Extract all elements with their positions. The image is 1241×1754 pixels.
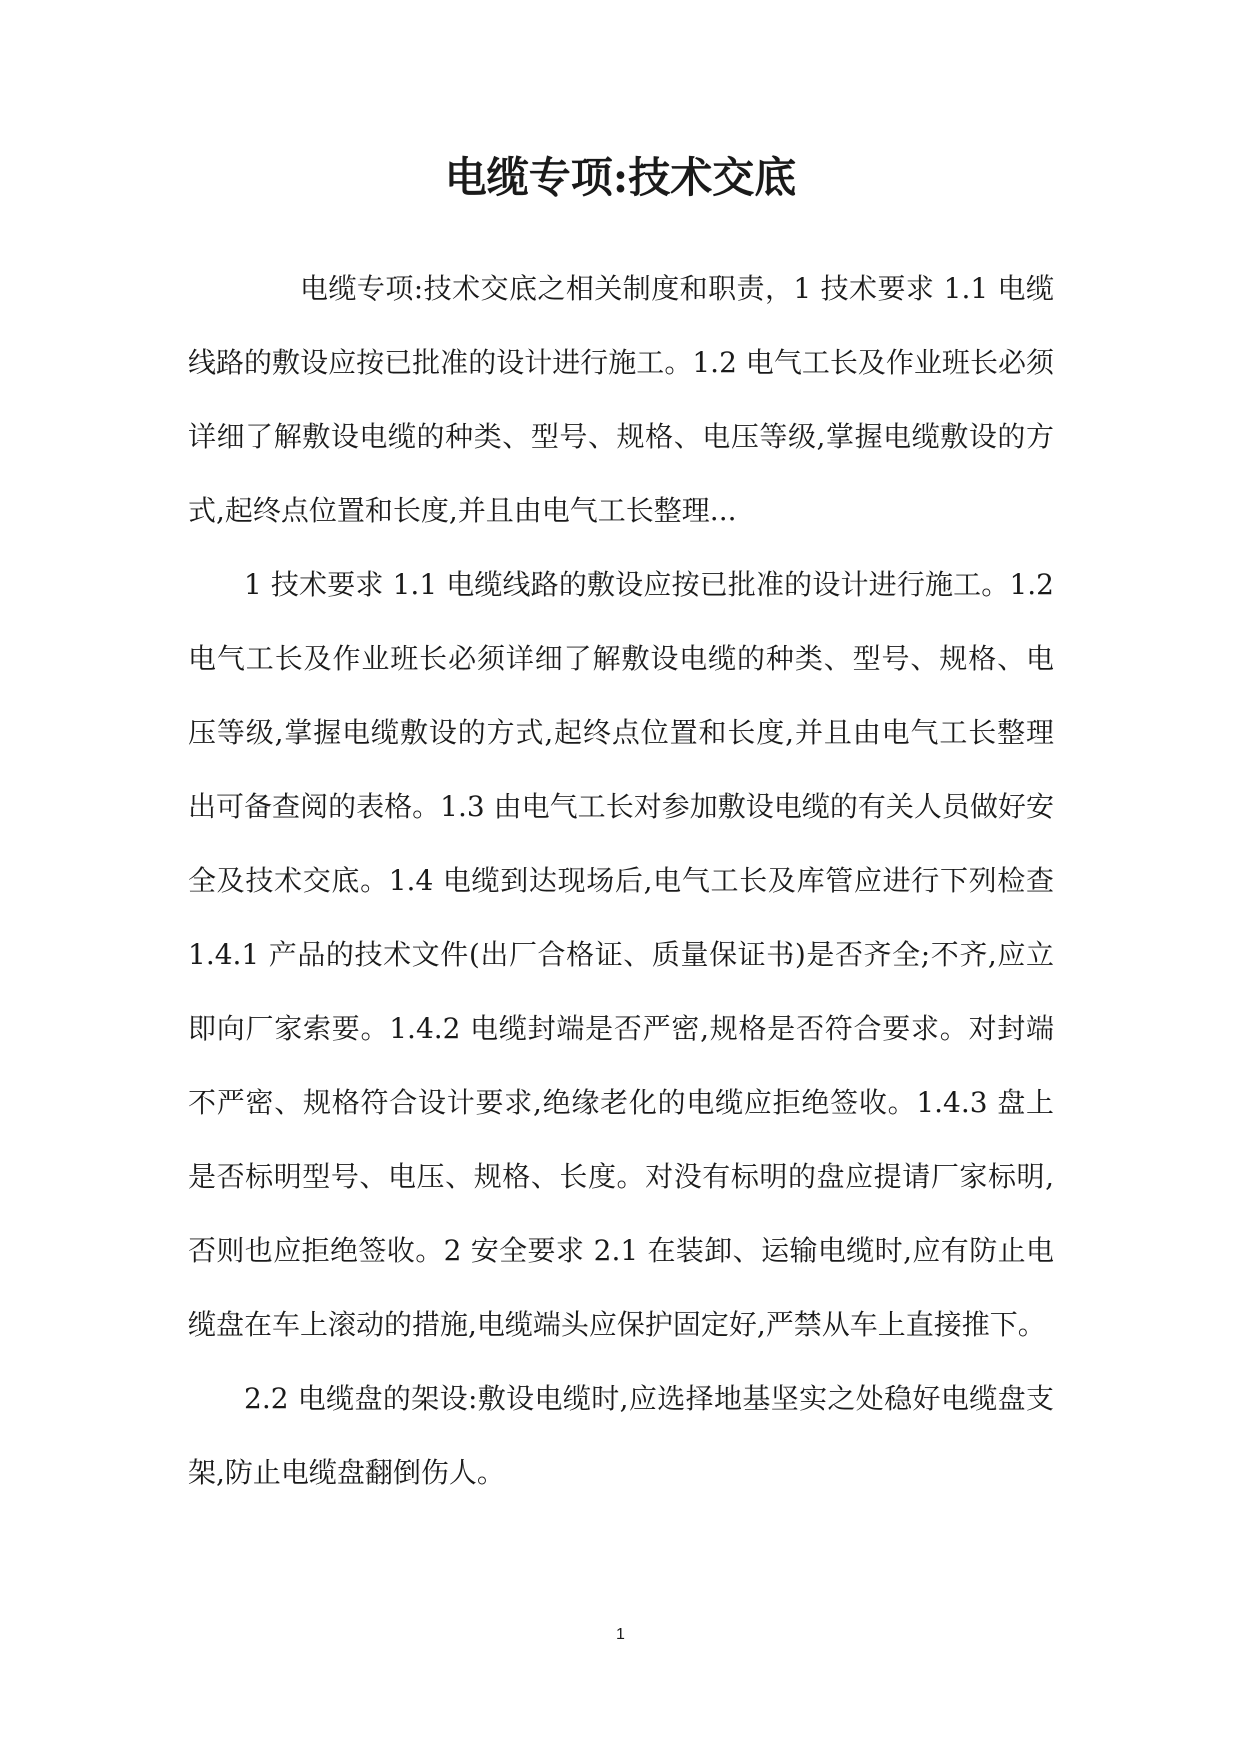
paragraph-technical-requirements: 1 技术要求 1.1 电缆线路的敷设应按已批准的设计进行施工。1.2 电气工长及作业班长必须详细了解敷设电缆的种类、型号、规格、电压等级,掌握电缆敷设的方式,起终点位置和长度,并且由电气工长整理出可备查阅的表格。1.3 由电气工长对参加敷设电缆的有关人员做好安全及技术交底。1.4 电缆到达现场后,电气工长及库管应进行下列检查 1.4.1 产品的技术文件(出厂合格证、质量保证书)是否齐全;不齐,应立即向厂家索要。1.4.2 电缆封端是否严密,规格是否符合要求。对封端不严密、规格符合设计要求,绝缘老化的电缆应拒绝签收。1.4.3 盘上是否标明型号、电压、规格、长度。对没有标明的盘应提请厂家标明,否则也应拒绝签收。2 安全要求 2.1 在装卸、运输电缆时,应有防止电缆盘在车上滚动的措施,电缆端头应保护固定好,严禁从车上直接推下。: [188, 568, 1054, 1341]
page-number: 1: [616, 1626, 625, 1643]
paragraph-summary: 电缆专项:技术交底之相关制度和职责，1 技术要求 1.1 电缆线路的敷设应按已批准的设计进行施工。1.2 电气工长及作业班长必须详细了解敷设电缆的种类、型号、规格、电压等级,掌握电缆敷设的方式,起终点位置和长度,并且由电气工长整理...: [188, 272, 1054, 527]
document-title: 电缆专项:技术交底: [444, 153, 797, 202]
document-body: [188, 252, 1054, 1510]
paragraph-cable-reel-setup: 2.2 电缆盘的架设:敷设电缆时,应选择地基坚实之处稳好电缆盘支架,防止电缆盘翻倒伤人。: [188, 1382, 1054, 1489]
